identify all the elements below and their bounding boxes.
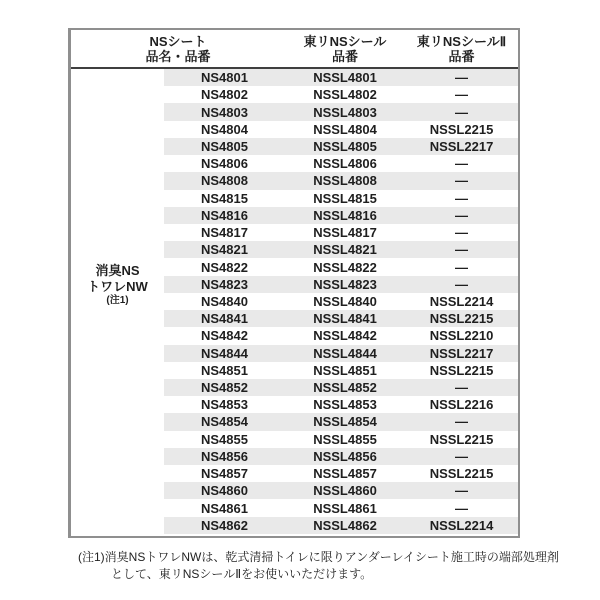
nssl2-number-cell: NSSL2217 [429, 138, 494, 154]
nssl2-number-cell: NSSL2210 [429, 328, 494, 344]
nssl2-number-cell: — [455, 276, 468, 292]
table-row [71, 155, 518, 172]
nssl2-number-cell: NSSL2215 [429, 362, 494, 378]
table-row [71, 396, 518, 413]
table-row [71, 207, 518, 224]
ns-sheet-number-cell: NS4855 [201, 431, 248, 447]
table-row [71, 172, 518, 189]
ns-sheet-number-cell: NS4852 [201, 380, 248, 396]
footnote-line1-text: 消臭NSトワレNWは、乾式清掃トイレに限りアンダーレイシート施工時の端部処理剤 [104, 550, 559, 564]
table-row [71, 482, 518, 499]
header-ns-sheet-line2: 品名・品番 [145, 48, 211, 64]
ns-sheet-number-cell: NS4857 [201, 466, 248, 482]
nssl-number-cell: NSSL4856 [313, 448, 377, 464]
nssl2-number-cell: — [455, 156, 468, 172]
ns-sheet-number-cell: NS4861 [201, 500, 248, 516]
table-row [71, 413, 518, 430]
row-group-label [71, 263, 164, 307]
table-row [71, 499, 518, 516]
table-row [71, 362, 518, 379]
nssl2-number-cell: — [455, 259, 468, 275]
nssl-number-cell: NSSL4816 [313, 207, 377, 223]
nssl2-number-cell: NSSL2215 [429, 431, 494, 447]
table-row [71, 345, 518, 362]
nssl2-number-cell: — [455, 483, 468, 499]
table-row [71, 310, 518, 327]
table-row [71, 431, 518, 448]
footnote [78, 549, 559, 583]
nssl-number-cell: NSSL4822 [313, 259, 377, 275]
nssl-number-cell: NSSL4851 [313, 362, 377, 378]
table-row [71, 224, 518, 241]
ns-sheet-number-cell: NS4801 [201, 70, 248, 86]
nssl-number-cell: NSSL4804 [313, 121, 377, 137]
table-row [71, 241, 518, 258]
group-label-line1: 消臭NS [95, 263, 140, 278]
nssl-number-cell: NSSL4808 [313, 173, 377, 189]
ns-sheet-number-cell: NS4816 [201, 207, 248, 223]
nssl-number-cell: NSSL4806 [313, 156, 377, 172]
nssl-number-cell: NSSL4860 [313, 483, 377, 499]
ns-sheet-number-cell: NS4804 [201, 121, 248, 137]
nssl2-number-cell: NSSL2214 [429, 517, 494, 533]
nssl-number-cell: NSSL4862 [313, 517, 377, 533]
ns-sheet-number-cell: NS4851 [201, 362, 248, 378]
nssl2-number-cell: — [455, 173, 468, 189]
nssl2-number-cell: — [455, 190, 468, 206]
table-row [71, 69, 518, 86]
ns-sheet-number-cell: NS4823 [201, 276, 248, 292]
ns-sheet-number-cell: NS4856 [201, 448, 248, 464]
nssl-number-cell: NSSL4842 [313, 328, 377, 344]
nssl-number-cell: NSSL4805 [313, 138, 377, 154]
footnote-line2: として、東リNSシールⅡをお使いいただけます。 [111, 567, 373, 581]
ns-sheet-number-cell: NS4821 [201, 242, 248, 258]
nssl-number-cell: NSSL4857 [313, 466, 377, 482]
ns-sheet-number-cell: NS4842 [201, 328, 248, 344]
header-toli-ns-seal2-line2: 品番 [448, 48, 475, 64]
header-ns-sheet-line1: NSシート [149, 33, 207, 49]
nssl-number-cell: NSSL4861 [313, 500, 377, 516]
ns-sheet-number-cell: NS4815 [201, 190, 248, 206]
nssl-number-cell: NSSL4841 [313, 311, 377, 327]
ns-sheet-number-cell: NS4844 [201, 345, 248, 361]
table-row [71, 138, 518, 155]
table-row [71, 448, 518, 465]
table-row [71, 103, 518, 120]
nssl-number-cell: NSSL4802 [313, 87, 377, 103]
nssl-number-cell: NSSL4854 [313, 414, 377, 430]
table-header-row [71, 30, 518, 69]
table-row [71, 190, 518, 207]
table-row [71, 465, 518, 482]
nssl-number-cell: NSSL4844 [313, 345, 377, 361]
nssl2-number-cell: NSSL2216 [429, 397, 494, 413]
nssl2-number-cell: — [455, 207, 468, 223]
nssl-number-cell: NSSL4853 [313, 397, 377, 413]
ns-sheet-number-cell: NS4822 [201, 259, 248, 275]
nssl-number-cell: NSSL4852 [313, 380, 377, 396]
nssl2-number-cell: — [455, 448, 468, 464]
header-toli-ns-seal2-line1: 東リNSシールⅡ [416, 33, 507, 49]
nssl2-number-cell: NSSL2215 [429, 311, 494, 327]
nssl-number-cell: NSSL4815 [313, 190, 377, 206]
ns-sheet-number-cell: NS4808 [201, 173, 248, 189]
nssl-number-cell: NSSL4803 [313, 104, 377, 120]
group-label-line2: トワレNW [87, 279, 148, 294]
nssl2-number-cell: — [455, 380, 468, 396]
table-row [71, 121, 518, 138]
ns-sheet-number-cell: NS4841 [201, 311, 248, 327]
header-toli-ns-seal-line2: 品番 [331, 48, 358, 64]
nssl-number-cell: NSSL4817 [313, 225, 377, 241]
ns-sheet-number-cell: NS4806 [201, 156, 248, 172]
ns-sheet-number-cell: NS4860 [201, 483, 248, 499]
nssl2-number-cell: — [455, 242, 468, 258]
nssl-number-cell: NSSL4821 [313, 242, 377, 258]
nssl2-number-cell: NSSL2217 [429, 345, 494, 361]
header-toli-ns-seal2 [405, 30, 518, 67]
ns-sheet-number-cell: NS4853 [201, 397, 248, 413]
header-toli-ns-seal-line1: 東リNSシール [303, 33, 387, 49]
nssl2-number-cell: — [455, 70, 468, 86]
product-number-table [68, 28, 520, 538]
nssl2-number-cell: — [455, 414, 468, 430]
nssl-number-cell: NSSL4823 [313, 276, 377, 292]
nssl-number-cell: NSSL4855 [313, 431, 377, 447]
ns-sheet-number-cell: NS4817 [201, 225, 248, 241]
nssl2-number-cell: NSSL2215 [429, 466, 494, 482]
ns-sheet-number-cell: NS4854 [201, 414, 248, 430]
header-toli-ns-seal [285, 30, 405, 67]
nssl2-number-cell: NSSL2215 [429, 121, 494, 137]
nssl2-number-cell: — [455, 87, 468, 103]
ns-sheet-number-cell: NS4802 [201, 87, 248, 103]
footnote-marker: (注1) [78, 550, 105, 564]
nssl2-number-cell: — [455, 225, 468, 241]
footnote-line1 [78, 549, 559, 566]
nssl2-number-cell: — [455, 104, 468, 120]
table-row [71, 327, 518, 344]
nssl-number-cell: NSSL4801 [313, 70, 377, 86]
ns-sheet-number-cell: NS4840 [201, 293, 248, 309]
ns-sheet-number-cell: NS4805 [201, 138, 248, 154]
nssl2-number-cell: NSSL2214 [429, 293, 494, 309]
table-row [71, 379, 518, 396]
nssl-number-cell: NSSL4840 [313, 293, 377, 309]
table-row [71, 517, 518, 534]
ns-sheet-number-cell: NS4862 [201, 517, 248, 533]
group-label-note-ref: (注1) [106, 295, 129, 306]
ns-sheet-number-cell: NS4803 [201, 104, 248, 120]
table-row [71, 86, 518, 103]
header-ns-sheet [71, 30, 285, 67]
nssl2-number-cell: — [455, 500, 468, 516]
